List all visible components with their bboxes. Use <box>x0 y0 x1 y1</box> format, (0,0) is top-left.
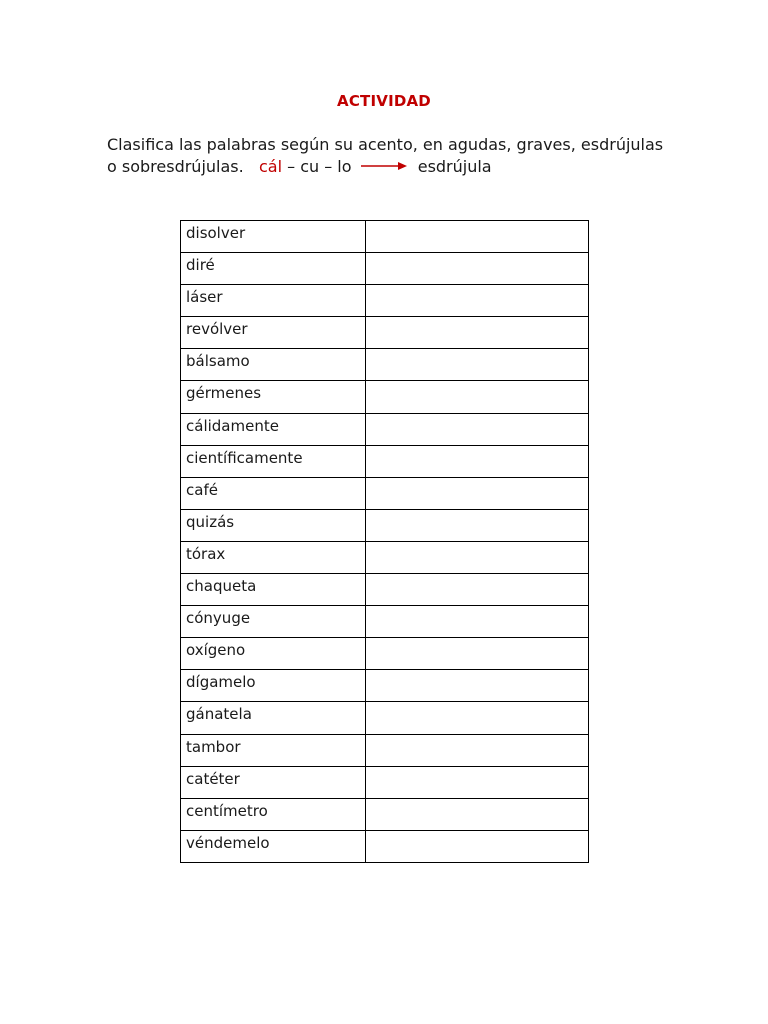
example-stressed-syllable: cál <box>258 157 283 176</box>
table-row <box>181 830 589 862</box>
word-cell: científicamente <box>181 445 366 477</box>
table-row <box>181 766 589 798</box>
answer-cell[interactable] <box>365 798 588 830</box>
answer-cell[interactable] <box>365 670 588 702</box>
word-cell: tórax <box>181 541 366 573</box>
table-row <box>181 638 589 670</box>
word-cell: gérmenes <box>181 381 366 413</box>
answer-cell[interactable] <box>365 574 588 606</box>
answer-cell[interactable] <box>365 734 588 766</box>
table-row <box>181 349 589 381</box>
word-cell: café <box>181 477 366 509</box>
table-row <box>181 381 589 413</box>
classification-table <box>180 220 589 863</box>
answer-cell[interactable] <box>365 285 588 317</box>
answer-cell[interactable] <box>365 541 588 573</box>
answer-cell[interactable] <box>365 349 588 381</box>
instructions <box>107 134 667 178</box>
word-cell: chaqueta <box>181 574 366 606</box>
table-row <box>181 221 589 253</box>
table-row <box>181 670 589 702</box>
answer-cell[interactable] <box>365 638 588 670</box>
answer-cell[interactable] <box>365 413 588 445</box>
table-row <box>181 285 589 317</box>
word-cell: catéter <box>181 766 366 798</box>
word-cell: bálsamo <box>181 349 366 381</box>
word-cell: dígamelo <box>181 670 366 702</box>
table-row <box>181 798 589 830</box>
table-row <box>181 541 589 573</box>
table-row <box>181 734 589 766</box>
example <box>249 157 492 176</box>
answer-cell[interactable] <box>365 606 588 638</box>
answer-cell[interactable] <box>365 317 588 349</box>
answer-cell[interactable] <box>365 445 588 477</box>
arrow-right-icon <box>361 161 407 171</box>
word-cell: disolver <box>181 221 366 253</box>
word-cell: quizás <box>181 509 366 541</box>
word-cell: láser <box>181 285 366 317</box>
word-cell: centímetro <box>181 798 366 830</box>
answer-cell[interactable] <box>365 253 588 285</box>
instructions-text: Clasifica las palabras según su acento, en agudas, graves, esdrújulas o sobresdrújulas. <box>107 135 664 176</box>
word-cell: diré <box>181 253 366 285</box>
answer-cell[interactable] <box>365 477 588 509</box>
table-row <box>181 574 589 606</box>
answer-cell[interactable] <box>365 766 588 798</box>
example-result: esdrújula <box>417 157 492 176</box>
answer-cell[interactable] <box>365 509 588 541</box>
activity-title: ACTIVIDAD <box>337 92 431 110</box>
table-row <box>181 702 589 734</box>
word-cell: gánatela <box>181 702 366 734</box>
answer-cell[interactable] <box>365 830 588 862</box>
table-row <box>181 509 589 541</box>
answer-cell[interactable] <box>365 381 588 413</box>
word-cell: cálidamente <box>181 413 366 445</box>
answer-cell[interactable] <box>365 702 588 734</box>
word-cell: revólver <box>181 317 366 349</box>
table-row <box>181 606 589 638</box>
table-row <box>181 477 589 509</box>
table-row <box>181 317 589 349</box>
answer-cell[interactable] <box>365 221 588 253</box>
word-cell: véndemelo <box>181 830 366 862</box>
word-cell: oxígeno <box>181 638 366 670</box>
table-row <box>181 413 589 445</box>
word-cell: tambor <box>181 734 366 766</box>
example-rest-syllables: – cu – lo <box>282 157 352 176</box>
table-row <box>181 445 589 477</box>
word-cell: cónyuge <box>181 606 366 638</box>
table-row <box>181 253 589 285</box>
